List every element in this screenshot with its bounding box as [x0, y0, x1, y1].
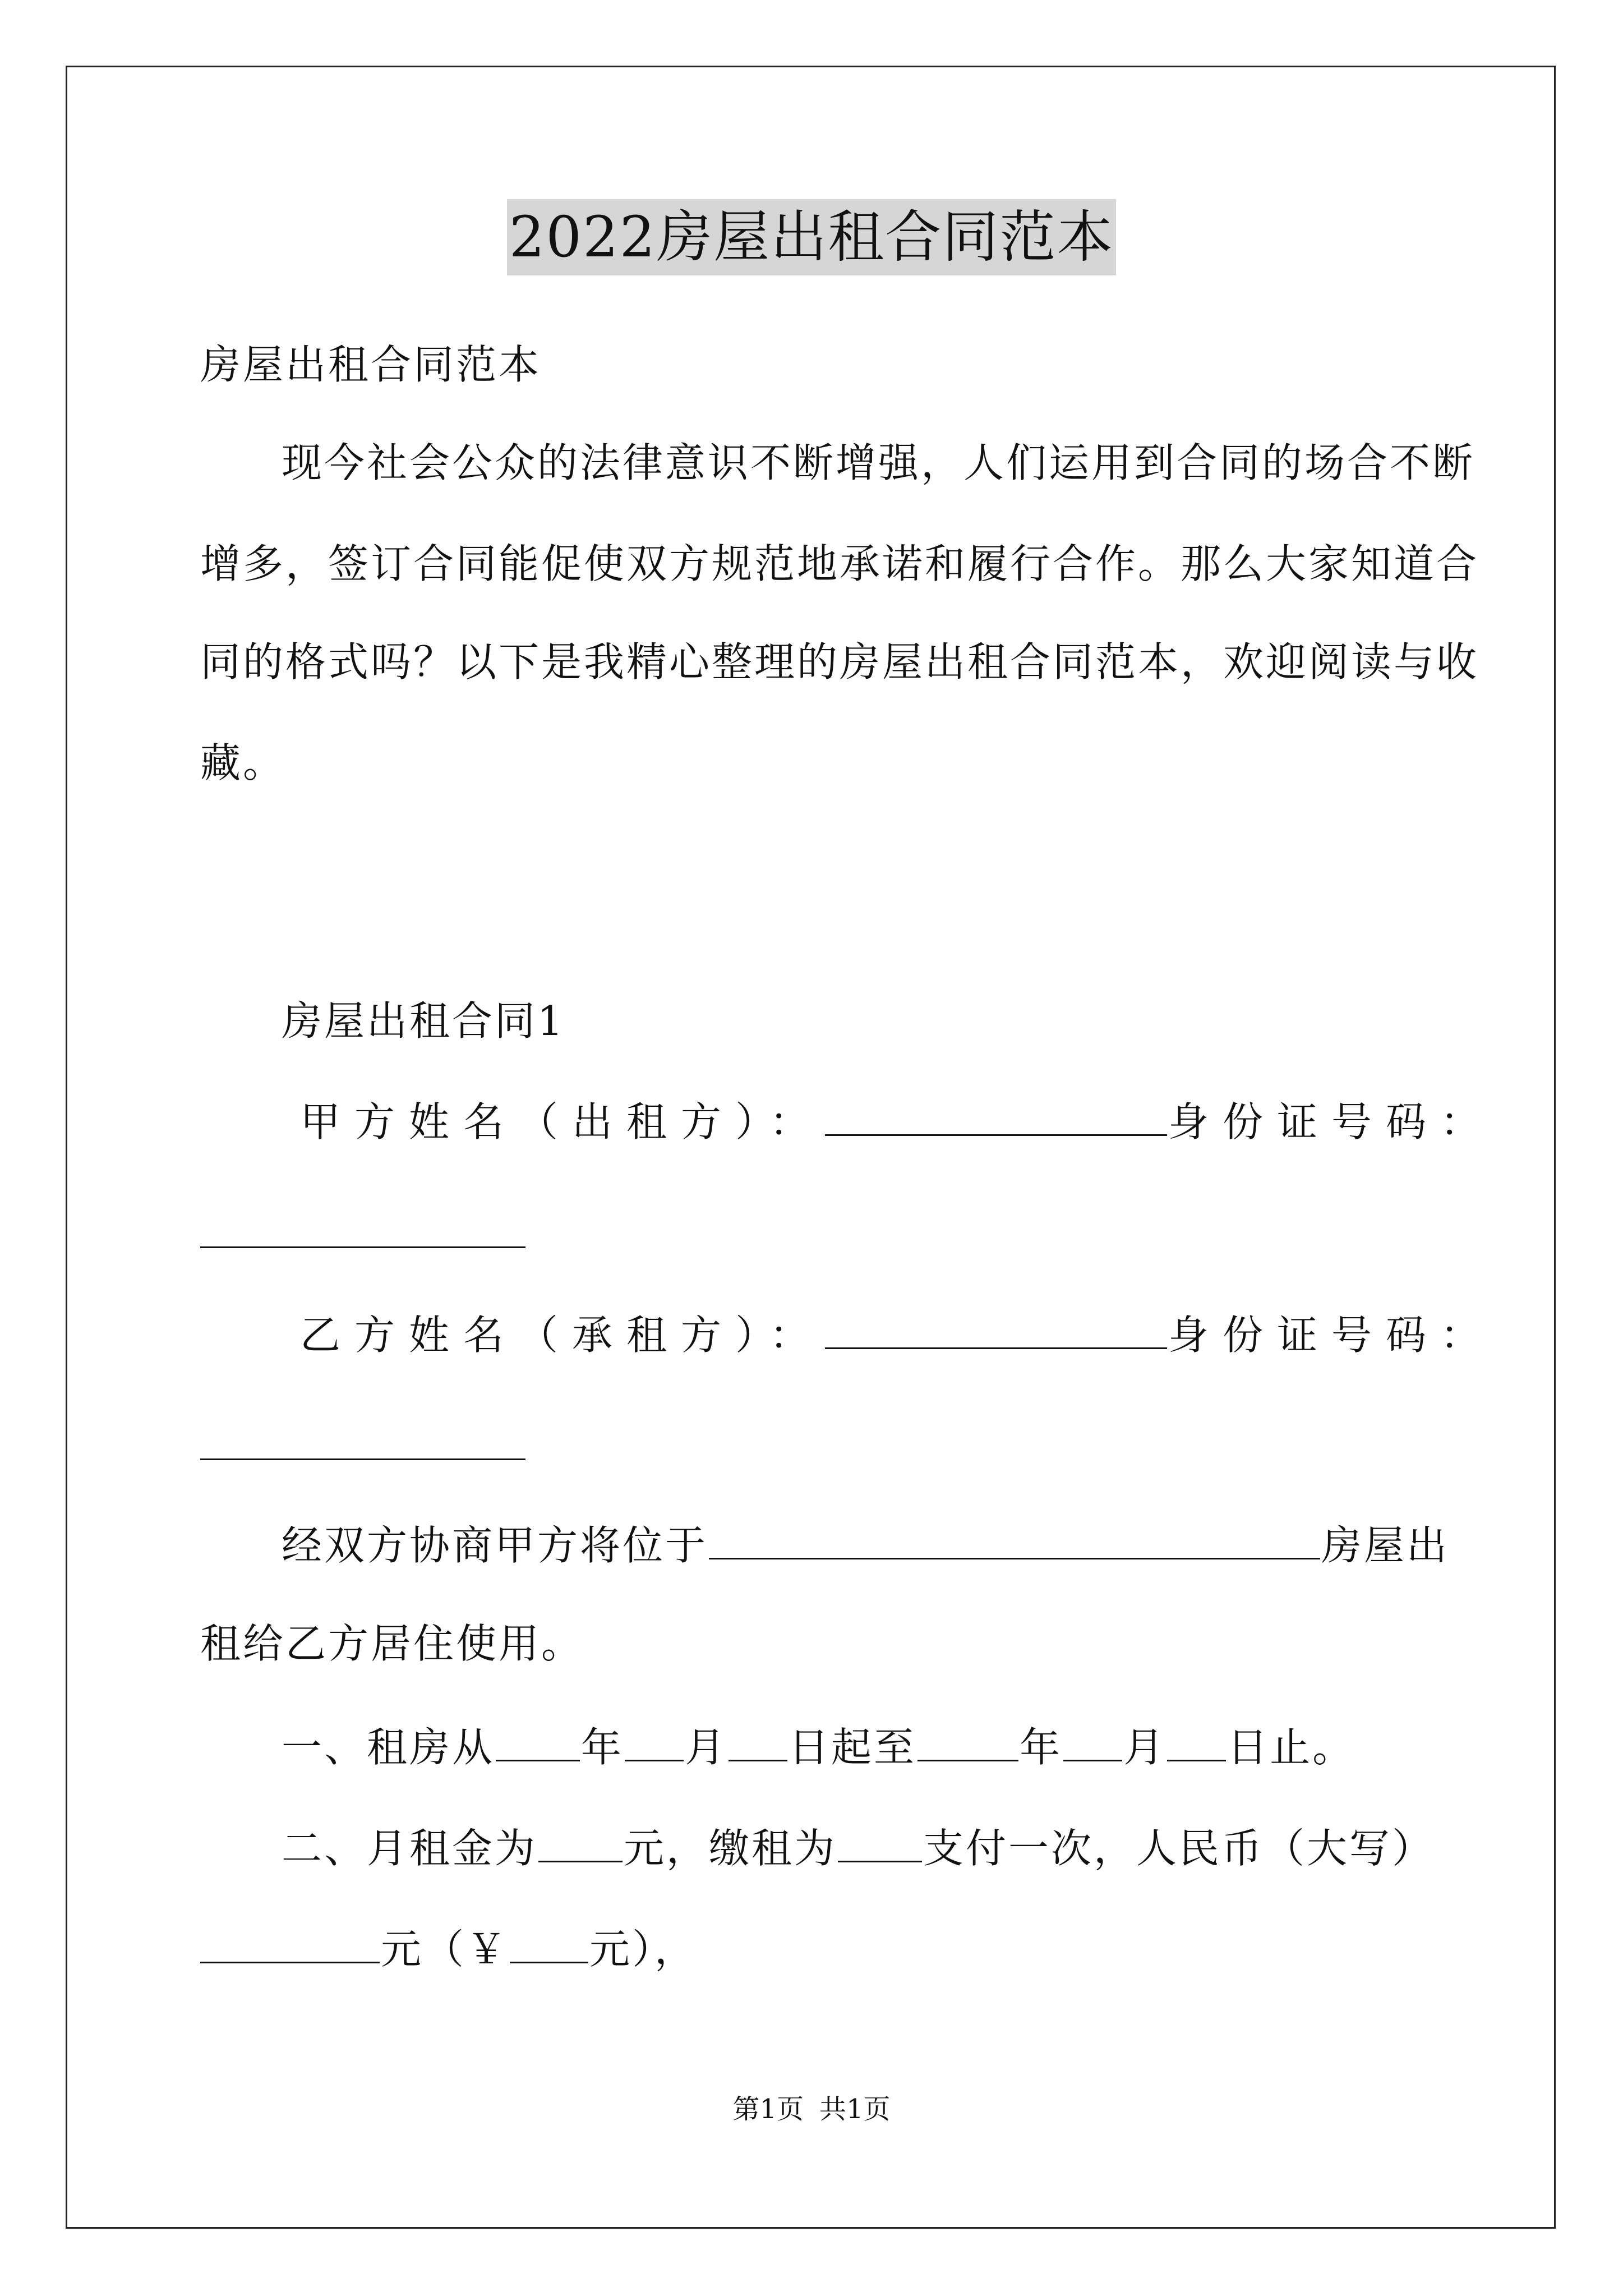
term-month-label: 月 [685, 1724, 728, 1771]
location-suffix: 房屋出 [1321, 1522, 1450, 1569]
term-month2-label: 月 [1123, 1724, 1166, 1771]
party-b-label: 乙方姓名（承租方）： [300, 1312, 824, 1359]
rent-number-blank [510, 1927, 588, 1963]
intro-line-3: 同的格式吗？以下是我精心整理的房屋出租合同范本，欢迎阅读与收 [200, 638, 1479, 685]
location-blank [709, 1523, 1320, 1559]
term-day-blank [728, 1725, 787, 1761]
document-title: 2022房屋出租合同范本 [507, 199, 1117, 275]
intro-line-1: 现今社会公众的法律意识不断增强，人们运用到合同的场合不断 [282, 439, 1476, 486]
location-row [282, 1517, 1450, 1573]
party-b-name-blank [825, 1313, 1167, 1349]
term-year2-blank [917, 1725, 1018, 1761]
intro-line-2: 增多，签订合同能促使双方规范地承诺和履行合作。那么大家知道合 [200, 540, 1479, 587]
party-a-label: 甲方姓名（出租方）： [300, 1098, 824, 1145]
party-a-name-blank [825, 1099, 1167, 1136]
term-year-blank [496, 1725, 580, 1761]
page-total: 共1页 [819, 2093, 891, 2125]
term-day-to-label: 日止。 [1227, 1724, 1355, 1771]
location-prefix: 经双方协商甲方将位于 [282, 1522, 708, 1569]
term-year-label: 年 [581, 1724, 624, 1771]
rent-line2-yuan: 元（￥ [381, 1926, 509, 1973]
rent-period-blank [838, 1826, 922, 1862]
rent-row-2 [200, 1921, 1434, 1977]
term-row [282, 1719, 1434, 1775]
party-a-id-blank [200, 1246, 525, 1248]
party-b-id-label: 身份证号码： [1168, 1312, 1495, 1359]
rent-prefix: 二、月租金为 [282, 1825, 538, 1872]
term-month-blank [625, 1725, 684, 1761]
rent-capital-blank [200, 1927, 380, 1963]
rent-pay-label: 支付一次，人民币（大写） [923, 1825, 1435, 1872]
rent-line2-end: 元）， [589, 1926, 698, 1973]
title-container [0, 199, 1623, 275]
party-a-id-label: 身份证号码： [1168, 1098, 1495, 1145]
page-number: 第1页 [732, 2093, 804, 2125]
location-line-2: 租给乙方居住使用。 [200, 1620, 584, 1667]
intro-line-4: 藏。 [200, 739, 286, 786]
rent-yuan-label: 元，缴租为 [624, 1825, 837, 1872]
rent-amount-blank [538, 1826, 623, 1862]
term-month2-blank [1063, 1725, 1122, 1761]
party-b-id-blank [200, 1458, 525, 1460]
party-a-row [300, 1094, 1534, 1150]
party-b-row [300, 1307, 1534, 1363]
section-heading: 房屋出租合同1 [282, 997, 565, 1045]
term-prefix: 一、租房从 [282, 1724, 495, 1771]
term-year2-label: 年 [1020, 1724, 1063, 1771]
term-day2-blank [1167, 1725, 1226, 1761]
rent-row [282, 1820, 1434, 1876]
subtitle: 房屋出租合同范本 [200, 341, 542, 388]
term-day-from-label: 日起至 [789, 1724, 917, 1771]
page-footer [0, 2091, 1623, 2127]
